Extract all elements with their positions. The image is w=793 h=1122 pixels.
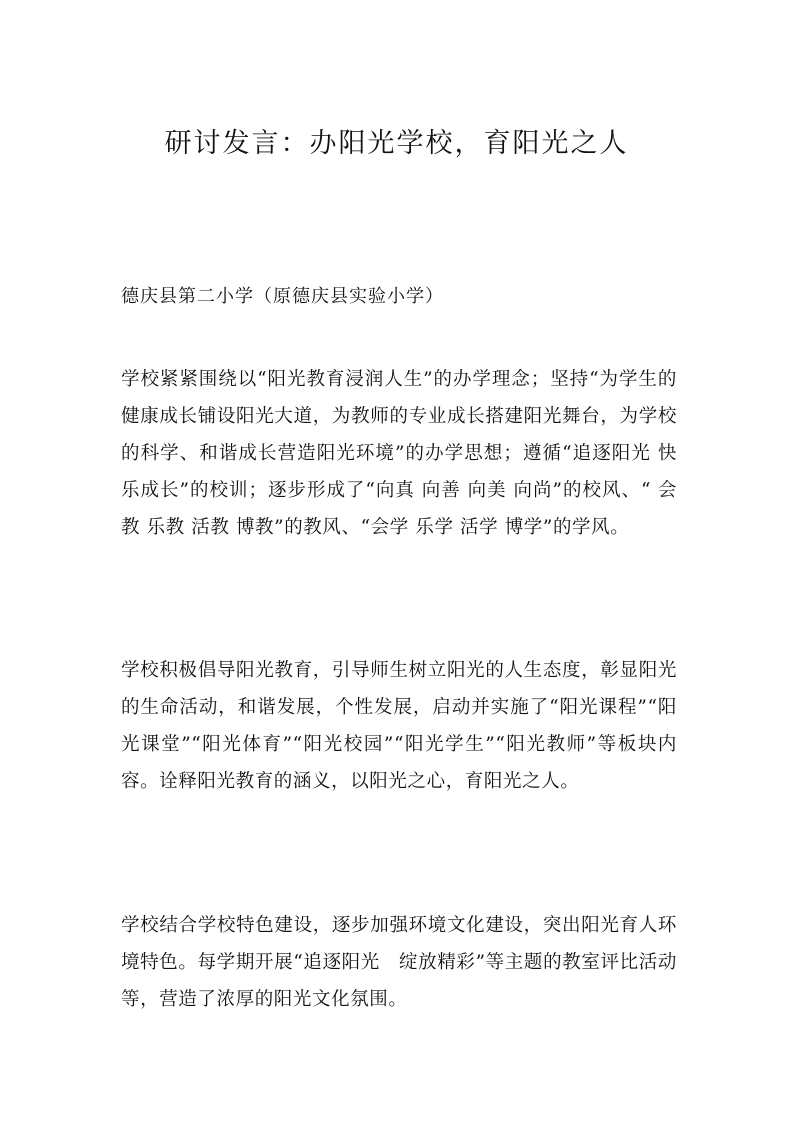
paragraph-2: 学校积极倡导阳光教育，引导师生树立阳光的人生态度，彰显阳光的生命活动，和谐发展，个性发展，启动并实施了“阳光课程”“阳光课堂”“阳光体育”“阳光校园”“阳光学生”“阳光教师”等板块内容。诠释阳光教育的涵义，以阳光之心，育阳光之人。 xyxy=(121,660,677,792)
document-title: 研讨发言：办阳光学校，育阳光之人 xyxy=(164,128,629,159)
paragraph-1: 学校紧紧围绕以“阳光教育浸润人生”的办学理念；坚持“为学生的健康成长铺设阳光大道，为教师的专业成长搭建阳光舞台，为学校的科学、和谐成长营造阳光环境”的办学思想；遵循“追逐阳光 快乐成长”的校训；逐步形成了“向真 向善 向美 向尚”的校风、“ 会教 乐教 活教 博教”的教风、“会学 乐学 活学 博学”的学风。 xyxy=(121,369,677,538)
author-line: 德庆县第二小学（原德庆县实验小学） xyxy=(121,286,444,307)
paragraph-3: 学校结合学校特色建设，逐步加强环境文化建设，突出阳光育人环境特色。每学期开展“追逐阳光 绽放精彩”等主题的教室评比活动等，营造了浓厚的阳光文化氛围。 xyxy=(121,915,677,1010)
